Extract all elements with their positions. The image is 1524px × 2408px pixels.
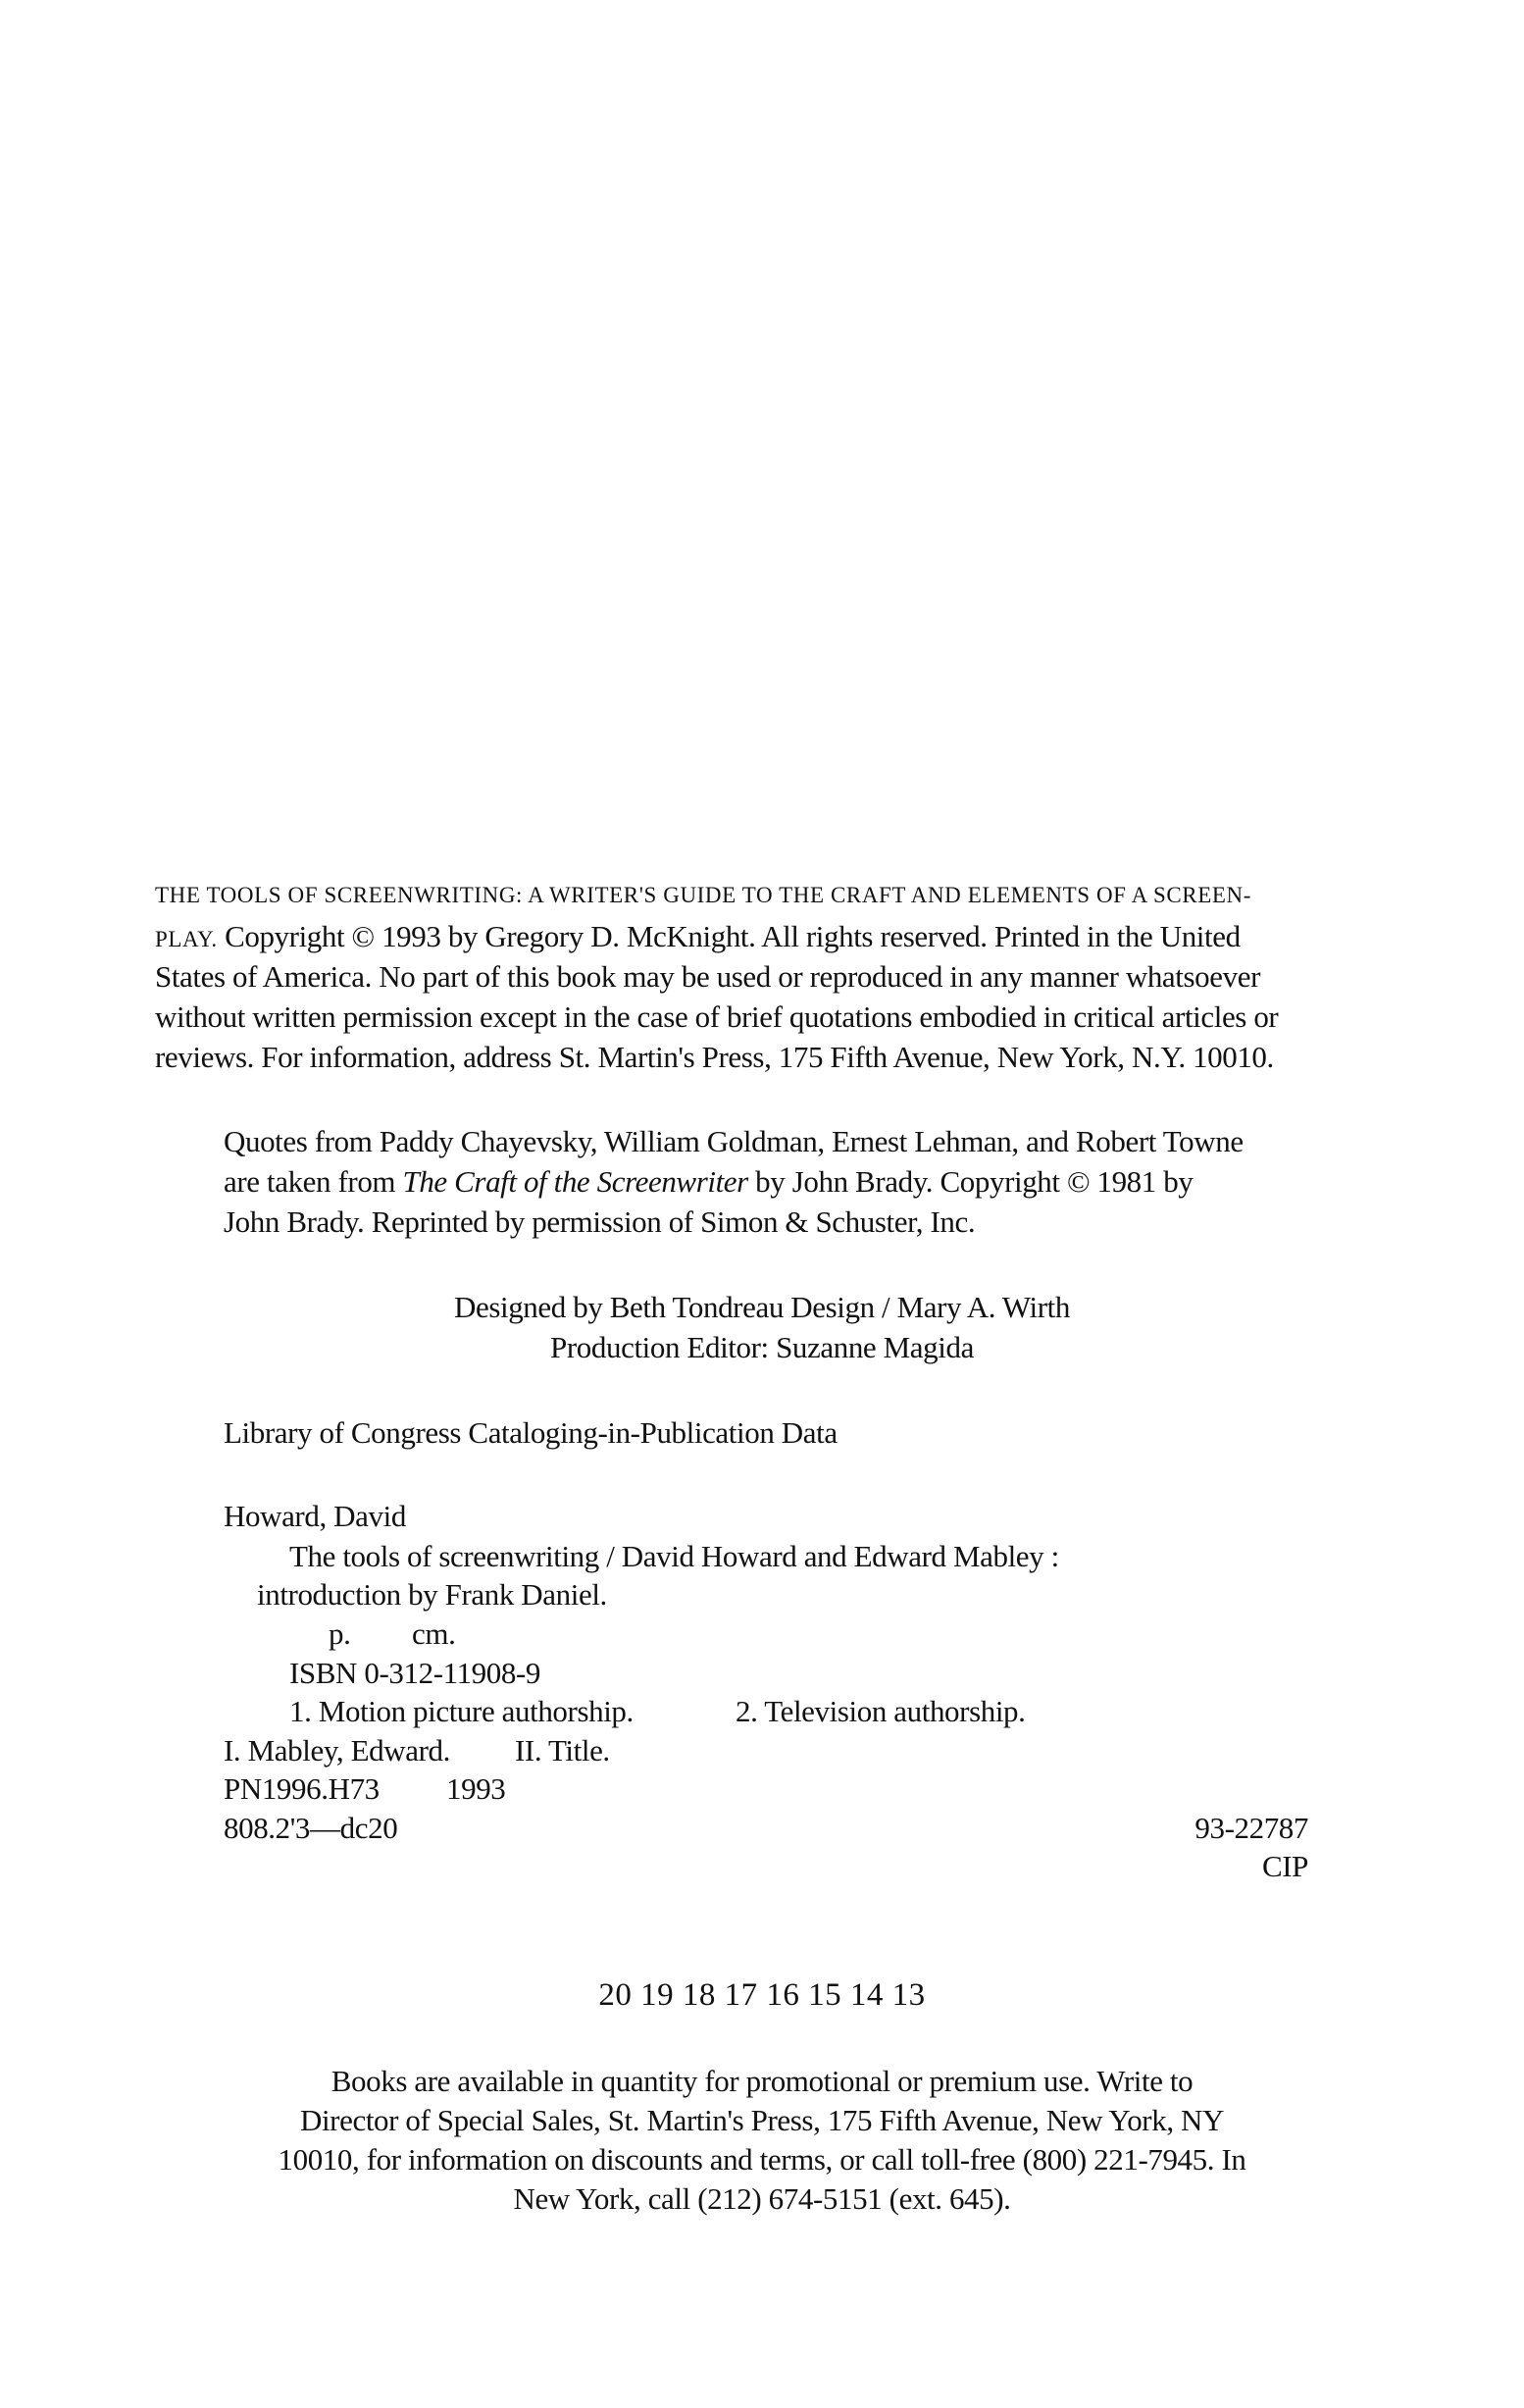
- copyright-notice: Copyright © 1993 by Gregory D. McKnight. All rights reserved. Printed in the United: [217, 919, 1241, 953]
- quotes-line-2-post: by John Brady. Copyright © 1981 by: [747, 1164, 1194, 1199]
- book-title-caps-end: PLAY.: [155, 927, 218, 951]
- cip-call-year: 1993: [446, 1771, 506, 1806]
- special-sales-line-4: New York, call (212) 674-5151 (ext. 645).: [513, 2181, 1011, 2216]
- copyright-line-5: reviews. For information, address St. Martin's Press, 175 Fifth Avenue, New York, N.Y. 10010.: [155, 1040, 1274, 1074]
- copyright-line-4: without written permission except in the case of brief quotations embodied in critical articles or: [155, 999, 1279, 1034]
- copyright-line-2: [155, 919, 1241, 954]
- cip-dewey: 808.2'3—dc20: [224, 1811, 398, 1845]
- quotes-line-2-pre: are taken from: [224, 1164, 403, 1199]
- quotes-line-1: Quotes from Paddy Chayevsky, William Goldman, Ernest Lehman, and Robert Towne: [224, 1124, 1244, 1158]
- copyright-line-3: States of America. No part of this book may be used or reproduced in any manner whatsoever: [155, 959, 1261, 994]
- cip-intro-line: introduction by Frank Daniel.: [257, 1577, 607, 1612]
- quotes-line-2: [224, 1164, 1193, 1200]
- cip-added-entry-2: II. Title.: [515, 1733, 610, 1768]
- cip-subject-1: 1. Motion picture authorship.: [289, 1694, 634, 1728]
- cip-lccn: 93-22787: [1194, 1811, 1308, 1845]
- cip-cm: cm.: [412, 1616, 456, 1651]
- cip-call-number: PN1996.H73: [224, 1771, 380, 1806]
- cip-header: Library of Congress Cataloging-in-Publication Data: [224, 1415, 838, 1450]
- printing-line: 20 19 18 17 16 15 14 13: [598, 1977, 926, 2013]
- special-sales-line-2: Director of Special Sales, St. Martin's Press, 175 Fifth Avenue, New York, NY: [299, 2103, 1224, 2137]
- special-sales-line-3: 10010, for information on discounts and terms, or call toll-free (800) 221-7945. In: [278, 2142, 1246, 2177]
- cip-isbn: ISBN 0-312-11908-9: [289, 1656, 540, 1690]
- designer-credit: Designed by Beth Tondreau Design / Mary A. Wirth: [453, 1290, 1070, 1324]
- cip-added-entry-1: I. Mabley, Edward.: [224, 1733, 450, 1768]
- special-sales-line-1: Books are available in quantity for promotional or premium use. Write to: [330, 2064, 1194, 2098]
- production-editor-credit: Production Editor: Suzanne Magida: [550, 1330, 974, 1364]
- quotes-line-3: John Brady. Reprinted by permission of Simon & Schuster, Inc.: [224, 1204, 976, 1239]
- cip-author: Howard, David: [224, 1499, 406, 1533]
- cip-label: CIP: [1261, 1849, 1308, 1883]
- cip-subject-2: 2. Television authorship.: [736, 1694, 1026, 1728]
- book-title-italic: The Craft of the Screenwriter: [402, 1164, 748, 1199]
- cip-title-line: The tools of screenwriting / David Howard and Edward Mabley :: [289, 1539, 1059, 1573]
- cip-pages: p.: [329, 1616, 351, 1651]
- book-title-caps: THE TOOLS OF SCREENWRITING: A WRITER'S GUIDE TO THE CRAFT AND ELEMENTS OF A SCREEN-: [155, 883, 1251, 907]
